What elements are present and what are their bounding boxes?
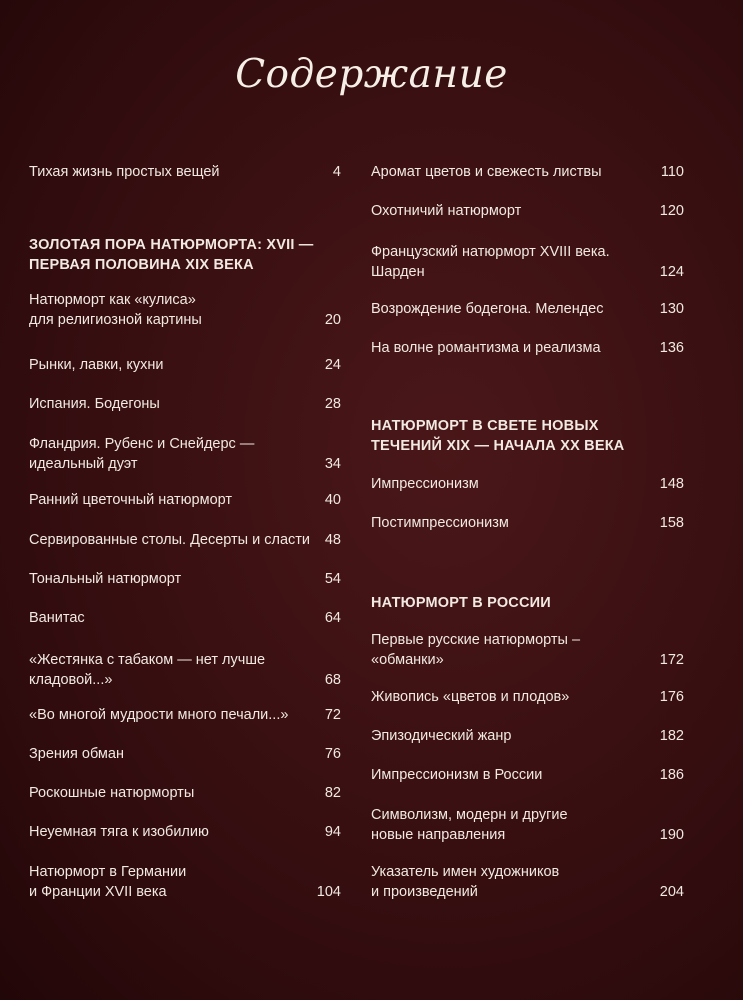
title-line: Ранний цветочный натюрморт [29, 492, 233, 508]
entry-title [29, 162, 341, 182]
entry-title [371, 162, 684, 182]
title-line: и произведений [371, 884, 478, 900]
page-number: 34 [324, 456, 341, 472]
entry-title [371, 630, 684, 670]
title-line: Тихая жизнь простых вещей [29, 164, 220, 180]
toc-entry [371, 862, 684, 902]
title-line: Охотничий натюрморт [371, 203, 522, 219]
page-number: 158 [659, 515, 684, 531]
title-line: Первые русские натюрморты – [371, 632, 581, 648]
toc-entry [29, 162, 341, 182]
toc-entry [371, 765, 684, 785]
toc-entry [29, 394, 341, 414]
page-number: 54 [324, 571, 341, 587]
title-line: Символизм, модерн и другие [371, 807, 568, 823]
toc-entry [29, 530, 341, 550]
title-line: идеальный дуэт [29, 456, 138, 472]
toc-section-heading [29, 235, 341, 275]
entry-title [29, 608, 341, 628]
page-number: 186 [659, 767, 684, 783]
page-number: 28 [324, 396, 341, 412]
entry-title [29, 705, 341, 725]
toc-entry [29, 434, 341, 474]
toc-entry [29, 569, 341, 589]
toc-entry [29, 862, 341, 902]
page-number: 182 [659, 728, 684, 744]
entry-title [371, 201, 684, 221]
page-number: 204 [659, 884, 684, 900]
title-line: Неуемная тяга к изобилию [29, 824, 209, 840]
page-number: 76 [324, 746, 341, 762]
toc-entry [371, 162, 684, 182]
title-line: На волне романтизма и реализма [371, 340, 601, 356]
title-line: Зрения обман [29, 746, 124, 762]
toc-entry [29, 490, 341, 510]
page-number: 130 [659, 301, 684, 317]
title-line: НАТЮРМОРТ В РОССИИ [371, 595, 551, 611]
page-number: 104 [316, 884, 341, 900]
entry-title [371, 805, 684, 845]
toc-entry [371, 242, 684, 282]
entry-title [371, 474, 684, 494]
entry-title [371, 513, 684, 533]
title-line: ЗОЛОТАЯ ПОРА НАТЮРМОРТА: XVII — [29, 237, 314, 253]
toc-entry [371, 805, 684, 845]
page-number: 124 [659, 264, 684, 280]
title-line: и Франции XVII века [29, 884, 167, 900]
toc-entry [29, 355, 341, 375]
title-line: Живопись «цветов и плодов» [371, 689, 570, 705]
title-line: ТЕЧЕНИЙ XIX — НАЧАЛА XX ВЕКА [371, 438, 625, 454]
page-number: 24 [324, 357, 341, 373]
entry-title [371, 338, 684, 358]
title-line: ПЕРВАЯ ПОЛОВИНА XIX ВЕКА [29, 257, 254, 273]
title-line: Аромат цветов и свежесть листвы [371, 164, 602, 180]
toc-entry [371, 726, 684, 746]
page-number: 110 [660, 164, 684, 180]
title-line: для религиозной картины [29, 312, 202, 328]
title-line: Фландрия. Рубенс и Снейдерс — [29, 436, 255, 452]
toc-entry [29, 290, 341, 330]
title-line: Постимпрессионизм [371, 515, 509, 531]
title-line: Шарден [371, 264, 425, 280]
toc-entry [29, 822, 341, 842]
page-number: 82 [324, 785, 341, 801]
entry-title [29, 490, 341, 510]
toc-entry [371, 338, 684, 358]
toc-entry [371, 687, 684, 707]
page-number: 4 [332, 164, 341, 180]
toc-entry [29, 650, 341, 690]
title-line: Ванитас [29, 610, 85, 626]
entry-title [29, 569, 341, 589]
toc-entry [371, 201, 684, 221]
toc-entry [371, 299, 684, 319]
title-line: кладовой...» [29, 672, 113, 688]
entry-title [29, 394, 341, 414]
entry-title [29, 530, 341, 550]
entry-title [29, 650, 341, 690]
title-line: Сервированные столы. Десерты и сласти [29, 532, 311, 548]
page-number: 64 [324, 610, 341, 626]
page-number: 48 [324, 532, 341, 548]
title-line: Импрессионизм [371, 476, 479, 492]
toc-section-heading [371, 593, 684, 613]
page-number: 68 [324, 672, 341, 688]
page-number: 136 [659, 340, 684, 356]
title-line: Рынки, лавки, кухни [29, 357, 164, 373]
entry-title [29, 434, 341, 474]
page-number: 20 [324, 312, 341, 328]
title-line: Французский натюрморт XVIII века. [371, 244, 610, 260]
page-title: Содержание [235, 52, 508, 97]
title-line: новые направления [371, 827, 506, 843]
entry-title [371, 862, 684, 902]
toc-section-heading [371, 416, 684, 456]
title-line: Импрессионизм в России [371, 767, 543, 783]
entry-title [371, 687, 684, 707]
page-number: 72 [324, 707, 341, 723]
page-number: 172 [659, 652, 684, 668]
entry-title [29, 783, 341, 803]
toc-entry [371, 513, 684, 533]
entry-title [371, 299, 684, 319]
title-line: Испания. Бодегоны [29, 396, 160, 412]
toc-entry [29, 783, 341, 803]
title-line: Тональный натюрморт [29, 571, 182, 587]
title-line: Роскошные натюрморты [29, 785, 195, 801]
entry-title [371, 242, 684, 282]
title-line: «обманки» [371, 652, 444, 668]
page-number: 148 [659, 476, 684, 492]
title-line: «Жестянка с табаком — нет лучше [29, 652, 266, 668]
section-title [29, 235, 341, 275]
entry-title [371, 726, 684, 746]
page-number: 120 [659, 203, 684, 219]
page-number: 176 [659, 689, 684, 705]
page-number: 94 [324, 824, 341, 840]
title-line: Натюрморт как «кулиса» [29, 292, 196, 308]
title-line: НАТЮРМОРТ В СВЕТЕ НОВЫХ [371, 418, 599, 434]
page-number: 40 [324, 492, 341, 508]
title-line: «Во многой мудрости много печали...» [29, 707, 289, 723]
title-line: Эпизодический жанр [371, 728, 512, 744]
toc-entry [371, 630, 684, 670]
entry-title [29, 355, 341, 375]
title-line: Возрождение бодегона. Мелендес [371, 301, 604, 317]
entry-title [29, 862, 341, 902]
title-line: Натюрморт в Германии [29, 864, 187, 880]
section-title [371, 593, 684, 613]
toc-entry [29, 608, 341, 628]
page-number: 190 [659, 827, 684, 843]
toc-entry [371, 474, 684, 494]
entry-title [371, 765, 684, 785]
entry-title [29, 290, 341, 330]
section-title [371, 416, 684, 456]
toc-entry [29, 705, 341, 725]
title-line: Указатель имен художников [371, 864, 560, 880]
toc-entry [29, 744, 341, 764]
entry-title [29, 744, 341, 764]
entry-title [29, 822, 341, 842]
